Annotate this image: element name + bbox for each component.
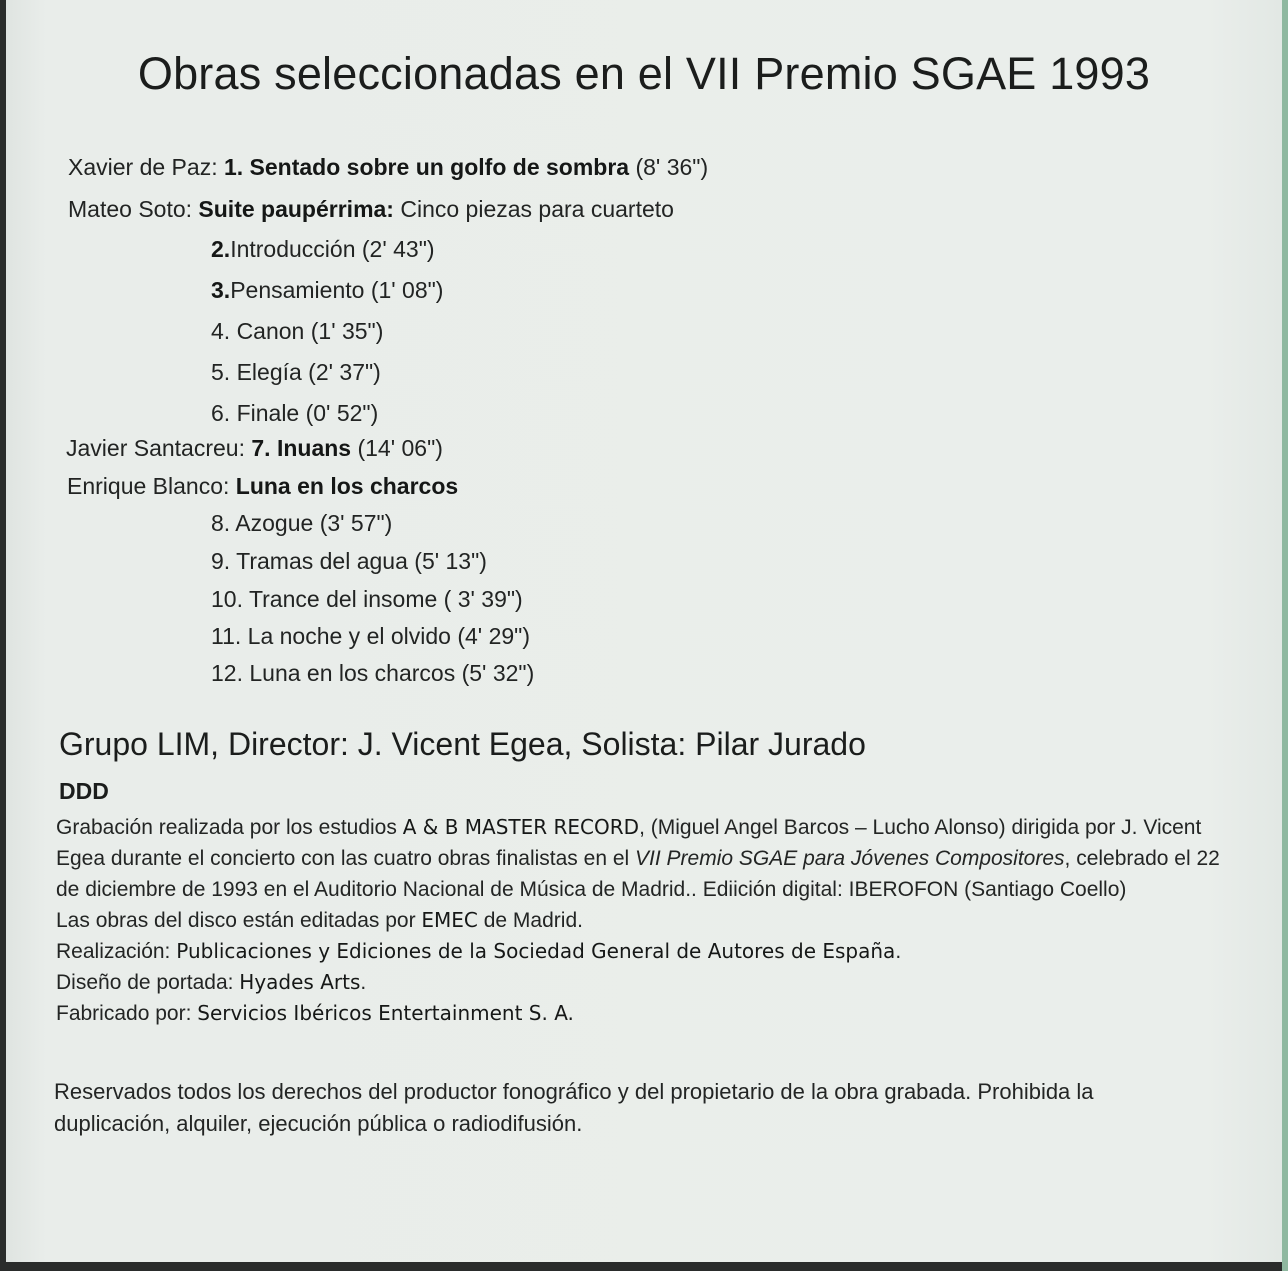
work-title: Inuans <box>276 435 352 461</box>
movement-item <box>211 400 378 427</box>
recording-format: DDD <box>59 778 109 804</box>
cover-edge <box>1282 0 1288 1271</box>
movement-item <box>211 277 443 304</box>
page-title: Obras seleccionadas en el VII Premio SGAE 1993 <box>137 48 1151 99</box>
work-soto <box>68 196 674 223</box>
designer-name: Hyades Arts <box>239 970 361 994</box>
performers-heading: Grupo LIM, Director: J. Vicent Egea, Solista: Pilar Jurado <box>59 726 866 762</box>
studio-name: A & B MASTER RECORD <box>402 815 640 839</box>
movement-label: 5. Elegía (2' 37") <box>211 359 381 385</box>
work-duration: (8' 36") <box>629 154 709 180</box>
booklet-page <box>6 0 1282 1262</box>
credit-text: Grabación realizada por los estudios <box>56 816 403 839</box>
credit-text: Diseño de portada: <box>56 971 240 994</box>
publisher-name: EMEC <box>421 908 478 932</box>
manufacturer-credit <box>56 998 1234 1029</box>
credit-text: . <box>895 940 902 963</box>
composer-name: Enrique Blanco: <box>67 473 236 499</box>
realization-name: Publicaciones y Ediciones de la Sociedad General de Autores de España <box>176 939 896 963</box>
movement-label: 6. Finale (0' 52") <box>211 400 379 426</box>
credit-text: de Madrid. <box>477 909 583 932</box>
manufacturer-name: Servicios Ibéricos Entertainment S. A. <box>197 1001 574 1025</box>
movement-item: 12. Luna en los charcos (5' 32") <box>211 660 535 686</box>
prize-name: VII Premio SGAE para Jóvenes Compositores <box>635 847 1065 870</box>
recording-credit <box>56 812 1234 905</box>
work-subtitle: Cinco piezas para cuarteto <box>393 196 674 222</box>
work-blanco <box>67 473 458 500</box>
movement-item <box>211 236 435 263</box>
movement-number: 2. <box>211 236 231 262</box>
rights-notice: Reservados todos los derechos del productor fonográfico y del propietario de la obra grabada. Prohibida la duplicación, alquiler, ejecución pública o radiodifusión. <box>54 1079 1094 1136</box>
work-title: Suite paupérrima: <box>198 196 394 222</box>
movement-label: Pensamiento (1' 08") <box>230 277 444 303</box>
movement-item: 10. Trance del insome ( 3' 39") <box>211 586 523 612</box>
credit-text: Las obras del disco están editadas por <box>56 909 422 932</box>
credit-text: . <box>360 971 367 994</box>
work-paz <box>68 154 708 181</box>
track-number: 7. <box>251 435 277 461</box>
credits-block <box>56 812 1234 1029</box>
credit-text: , celebrado el 22 de diciembre de 1993 en el Auditorio Nacional de Música de Madrid.. Ediición digital: IBEROFON (Santiago Coello) <box>56 847 1220 901</box>
work-title: Sentado sobre un golfo de sombra <box>249 154 630 180</box>
composer-name: Mateo Soto: <box>68 196 199 222</box>
movement-label: Introducción (2' 43") <box>230 236 435 262</box>
publisher-credit <box>56 905 1234 936</box>
movement-item <box>211 318 383 345</box>
movement-item: 8. Azogue (3' 57") <box>211 510 393 536</box>
work-santacreu <box>66 435 443 462</box>
credit-text: Realización: <box>56 940 177 963</box>
work-title: Luna en los charcos <box>235 473 459 499</box>
credit-text: Fabricado por: <box>56 1002 198 1025</box>
work-duration: (14' 06") <box>351 435 443 461</box>
realization-credit <box>56 936 1234 967</box>
credit-text: , (Miguel Angel Barcos – Lucho Alonso) dirigida por J. Vicent Egea durante el concierto con las cuatro obras finalistas en el <box>56 816 1202 870</box>
movement-label: 4. Canon (1' 35") <box>211 318 384 344</box>
movement-item: 9. Tramas del agua (5' 13") <box>211 548 487 574</box>
design-credit <box>56 967 1234 998</box>
composer-name: Javier Santacreu: <box>66 435 252 461</box>
track-number: 1. <box>223 154 250 180</box>
composer-name: Xavier de Paz: <box>68 154 224 180</box>
movement-item: 11. La noche y el olvido (4' 29") <box>211 623 530 649</box>
movement-number: 3. <box>211 277 231 303</box>
movement-item <box>211 359 381 386</box>
